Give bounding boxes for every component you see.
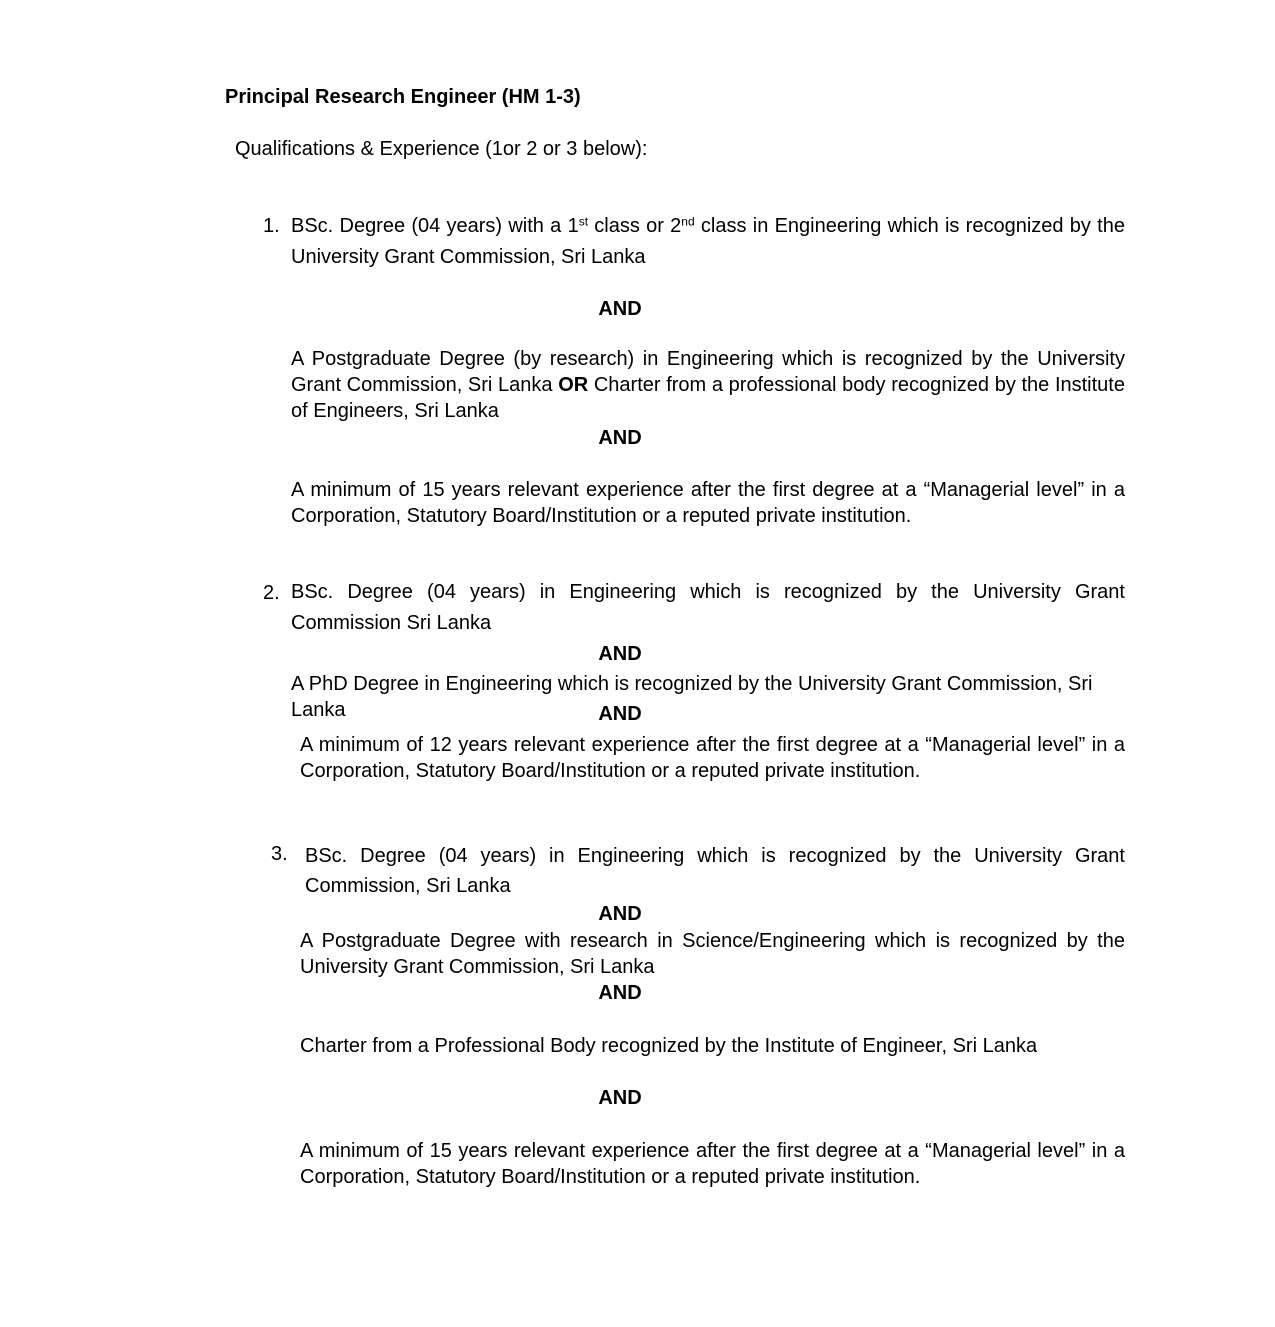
- option-2-and-1: AND: [598, 643, 642, 665]
- option-3-and-3: AND: [598, 1087, 642, 1109]
- option-2-degree: BSc. Degree (04 years) in Engineering which is recognized by the University Grant Commission Sri Lanka: [291, 581, 1125, 634]
- option-1-degree-text-b: class or 2: [588, 215, 682, 237]
- option-1-postgrad-text-b: Charter from a professional body recognized by the Institute of Engineers, Sri Lanka: [291, 374, 1125, 422]
- option-1-and-1: AND: [598, 298, 642, 320]
- option-2-phd: A PhD Degree in Engineering which is recognized by the University Grant Commission, Sri Lanka: [291, 673, 1093, 721]
- option-3-and-2: AND: [598, 982, 642, 1004]
- option-2-number: 2.: [263, 582, 280, 604]
- option-3-and-1: AND: [598, 903, 642, 925]
- option-1-degree-sup-2: nd: [681, 214, 695, 229]
- option-3-degree: [305, 841, 1125, 901]
- option-1-and-2: AND: [598, 427, 642, 449]
- option-3-experience: A minimum of 15 years relevant experience after the first degree at a “Managerial level” in a Corporation, Statutory Board/Institution or a reputed private institution.: [300, 1140, 1125, 1188]
- option-3-degree-text: BSc. Degree (04 years) in Engineering which is recognized by the University Grant Commission, Sri Lanka: [305, 845, 1125, 897]
- option-1-experience: A minimum of 15 years relevant experience after the first degree at a “Managerial level” in a Corporation, Statutory Board/Institution or a reputed private institution.: [291, 479, 1125, 527]
- option-1-or-word: OR: [558, 374, 589, 396]
- option-1-degree-sup-1: st: [578, 214, 589, 229]
- option-1-postgrad-text-a: A Postgraduate Degree (by research) in Engineering which is recognized by the University Grant Commission, Sri Lanka: [291, 348, 1125, 396]
- option-1-degree: [291, 211, 1125, 273]
- option-2-experience: A minimum of 12 years relevant experience after the first degree at a “Managerial level” in a Corporation, Statutory Board/Institution or a reputed private institution.: [300, 734, 1125, 782]
- option-3-number: 3.: [271, 843, 288, 865]
- option-1-degree-text-c: class in Engineering which is recognized by the University Grant Commission, Sri Lanka: [291, 215, 1125, 268]
- page-title: Principal Research Engineer (HM 1-3): [225, 86, 581, 108]
- option-3-charter: Charter from a Professional Body recognized by the Institute of Engineer, Sri Lanka: [300, 1035, 1038, 1057]
- qualifications-subtitle: Qualifications & Experience (1or 2 or 3 below):: [235, 138, 648, 160]
- option-1-postgrad: [291, 346, 1125, 424]
- option-2-and-2: AND: [598, 703, 642, 725]
- option-1-number: 1.: [263, 215, 280, 237]
- option-1-degree-text-a: BSc. Degree (04 years) with a 1: [291, 215, 579, 237]
- option-3-postgrad: A Postgraduate Degree with research in Science/Engineering which is recognized by the University Grant Commission, Sri Lanka: [300, 930, 1125, 978]
